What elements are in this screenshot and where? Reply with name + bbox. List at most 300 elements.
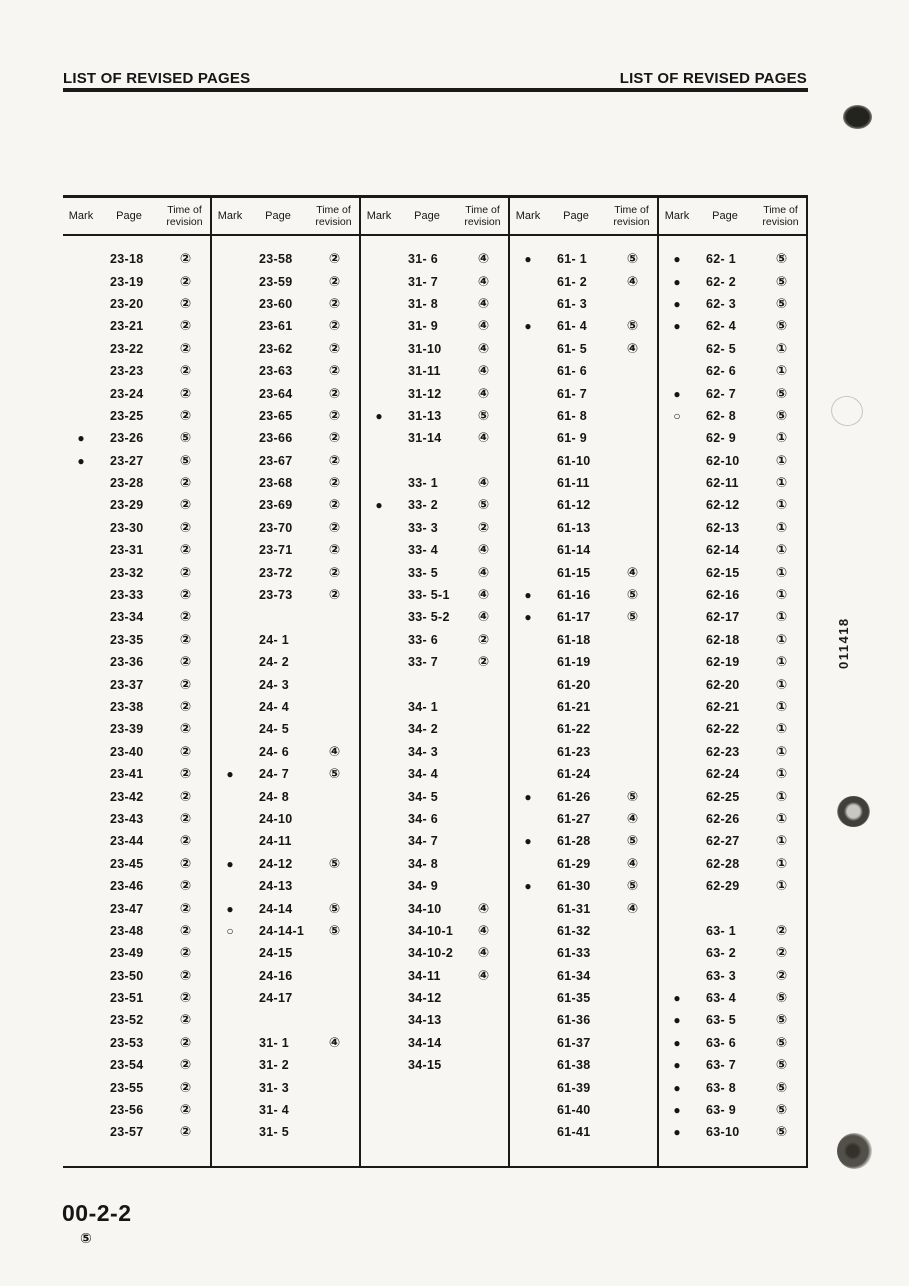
time-of-revision-cell: ① xyxy=(775,609,788,626)
table-row xyxy=(659,539,806,561)
table-row xyxy=(659,763,806,785)
page-number-cell: 24- 3 xyxy=(259,677,289,692)
page-number-cell: 63- 2 xyxy=(706,946,736,961)
page-number-cell: 34-10 xyxy=(408,901,442,916)
table-row xyxy=(212,517,359,539)
page-number-cell: 23-59 xyxy=(259,274,293,289)
time-of-revision-cell: ② xyxy=(179,407,192,424)
table-row xyxy=(63,987,210,1009)
page-number-cell: 23-50 xyxy=(110,968,144,983)
page-number-cell: 61-17 xyxy=(557,610,591,625)
margin-stamp-number: 011418 xyxy=(836,617,851,669)
table-row xyxy=(361,315,508,337)
page-number-cell: 61-36 xyxy=(557,1013,591,1028)
table-row xyxy=(63,450,210,472)
table-row xyxy=(212,270,359,292)
time-of-revision-cell: ⑤ xyxy=(626,878,639,895)
page-number-cell: 62- 2 xyxy=(706,274,736,289)
time-of-revision-cell: ⑤ xyxy=(626,251,639,268)
table-row-spacer xyxy=(212,1009,359,1031)
time-of-revision-cell: ② xyxy=(179,564,192,581)
revised-dot-mark: ● xyxy=(226,856,234,871)
page-number-cell: 61-33 xyxy=(557,946,591,961)
table-row xyxy=(510,741,657,763)
time-of-revision-cell: ② xyxy=(179,340,192,357)
table-row xyxy=(63,360,210,382)
table-row xyxy=(510,405,657,427)
column-header-time-of-revision-label: Time of revision xyxy=(464,203,501,228)
page-number-cell: 23-64 xyxy=(259,386,293,401)
table-row xyxy=(361,1054,508,1076)
page-number-cell: 23-27 xyxy=(110,453,144,468)
table-row xyxy=(63,785,210,807)
table-row xyxy=(361,830,508,852)
column-header-time-of-revision-label: Time of revision xyxy=(166,203,203,228)
page-number-cell: 62- 8 xyxy=(706,408,736,423)
time-of-revision-cell: ② xyxy=(179,609,192,626)
table-row xyxy=(510,517,657,539)
page-number-cell: 62-28 xyxy=(706,856,740,871)
time-of-revision-cell: ⑤ xyxy=(477,497,490,514)
page-number-cell: 23-65 xyxy=(259,408,293,423)
time-of-revision-cell: ① xyxy=(775,855,788,872)
time-of-revision-cell: ② xyxy=(328,587,341,604)
time-of-revision-cell: ⑤ xyxy=(328,900,341,917)
revised-dot-mark: ● xyxy=(524,789,532,804)
time-of-revision-cell: ④ xyxy=(477,430,490,447)
table-row xyxy=(659,741,806,763)
table-row xyxy=(63,293,210,315)
time-of-revision-cell: ⑤ xyxy=(775,1057,788,1074)
page-number-cell: 31- 2 xyxy=(259,1058,289,1073)
table-row xyxy=(63,965,210,987)
revised-dot-mark: ● xyxy=(673,1013,681,1028)
page-number-cell: 33- 2 xyxy=(408,498,438,513)
table-row xyxy=(361,293,508,315)
revised-dot-mark: ● xyxy=(524,610,532,625)
table-row xyxy=(361,248,508,270)
table-row xyxy=(510,875,657,897)
time-of-revision-cell: ② xyxy=(775,945,788,962)
page-number-cell: 31- 7 xyxy=(408,274,438,289)
table-row xyxy=(63,920,210,942)
page-number-cell: 23-69 xyxy=(259,498,293,513)
table-row xyxy=(510,1032,657,1054)
page-number-cell: 62-25 xyxy=(706,789,740,804)
page-number-cell: 62-14 xyxy=(706,543,740,558)
page-number-cell: 23-32 xyxy=(110,565,144,580)
page-number-cell: 23-26 xyxy=(110,431,144,446)
table-row xyxy=(659,1099,806,1121)
time-of-revision-cell: ② xyxy=(477,654,490,671)
table-row xyxy=(212,584,359,606)
page-number-cell: 23-18 xyxy=(110,252,144,267)
table-row xyxy=(212,539,359,561)
page-number-cell: 61-39 xyxy=(557,1080,591,1095)
page-number-cell: 24- 5 xyxy=(259,722,289,737)
ink-smudge-middle xyxy=(837,796,870,827)
page-number-cell: 63- 1 xyxy=(706,923,736,938)
table-row xyxy=(510,584,657,606)
table-row xyxy=(212,987,359,1009)
table-row xyxy=(510,942,657,964)
time-of-revision-cell: ② xyxy=(328,318,341,335)
table-row xyxy=(659,875,806,897)
page-number-cell: 63- 8 xyxy=(706,1080,736,1095)
table-column-1 xyxy=(63,198,212,1166)
page-number-cell: 33- 1 xyxy=(408,476,438,491)
time-of-revision-cell: ② xyxy=(328,430,341,447)
time-of-revision-cell: ④ xyxy=(477,475,490,492)
time-of-revision-cell: ② xyxy=(179,766,192,783)
revised-dot-mark: ● xyxy=(673,386,681,401)
table-row xyxy=(361,405,508,427)
added-circle-mark: ○ xyxy=(673,408,681,423)
page-number-cell: 23-28 xyxy=(110,476,144,491)
page-number-cell: 23-20 xyxy=(110,296,144,311)
page-number-cell: 24-12 xyxy=(259,856,293,871)
revised-dot-mark: ● xyxy=(77,431,85,446)
page-number-cell: 23-53 xyxy=(110,1035,144,1050)
time-of-revision-cell: ② xyxy=(179,788,192,805)
page-number-cell: 61-13 xyxy=(557,520,591,535)
table-row xyxy=(361,763,508,785)
page-number-cell: 61-10 xyxy=(557,453,591,468)
table-row xyxy=(510,1009,657,1031)
page-number-cell: 61-34 xyxy=(557,968,591,983)
page-number-cell: 62- 6 xyxy=(706,364,736,379)
title-rule xyxy=(63,88,808,92)
table-row xyxy=(659,293,806,315)
column-header-mark: Mark xyxy=(366,210,392,222)
time-of-revision-cell: ④ xyxy=(477,967,490,984)
time-of-revision-cell: ② xyxy=(328,340,341,357)
column-header-mark: Mark xyxy=(68,210,94,222)
page-number-cell: 61-37 xyxy=(557,1035,591,1050)
page-number-cell: 23-67 xyxy=(259,453,293,468)
table-column-2 xyxy=(212,198,361,1166)
table-row xyxy=(212,853,359,875)
revised-dot-mark: ● xyxy=(375,498,383,513)
page-title-right: LIST OF REVISED PAGES xyxy=(619,70,807,87)
time-of-revision-cell: ④ xyxy=(477,587,490,604)
page-number-cell: 23-55 xyxy=(110,1080,144,1095)
page-number-cell: 31- 8 xyxy=(408,296,438,311)
page-number-cell: 62-21 xyxy=(706,700,740,714)
page-number-cell: 61- 7 xyxy=(557,386,587,401)
table-row xyxy=(63,517,210,539)
page-number-cell: 63- 3 xyxy=(706,968,736,983)
time-of-revision-cell: ② xyxy=(477,631,490,648)
revised-dot-mark: ● xyxy=(673,991,681,1006)
time-of-revision-cell: ④ xyxy=(477,900,490,917)
time-of-revision-cell: ⑤ xyxy=(626,609,639,626)
time-of-revision-cell: ② xyxy=(179,1057,192,1074)
table-row xyxy=(212,629,359,651)
table-row xyxy=(63,606,210,628)
table-row xyxy=(63,561,210,583)
revised-pages-table xyxy=(63,195,808,1168)
table-row xyxy=(659,853,806,875)
table-row xyxy=(63,1076,210,1098)
table-row xyxy=(212,405,359,427)
page-number-cell: 61- 4 xyxy=(557,319,587,334)
page-number-cell: 61-19 xyxy=(557,655,591,670)
table-row xyxy=(361,696,508,718)
table-row xyxy=(659,629,806,651)
page-number-cell: 23-38 xyxy=(110,700,144,714)
footer-revision-mark: ⑤ xyxy=(80,1231,92,1247)
table-row xyxy=(659,1076,806,1098)
table-column-header-row xyxy=(63,198,210,236)
time-of-revision-cell: ① xyxy=(775,654,788,671)
table-row xyxy=(361,360,508,382)
table-column-header-row xyxy=(212,198,359,236)
page-number-cell: 24-14-1 xyxy=(259,923,305,938)
table-row xyxy=(212,1032,359,1054)
page-number-cell: 34- 5 xyxy=(408,789,438,804)
table-row xyxy=(361,741,508,763)
table-row xyxy=(659,338,806,360)
time-of-revision-cell: ④ xyxy=(477,922,490,939)
page-number-cell: 23-58 xyxy=(259,252,293,267)
time-of-revision-cell: ① xyxy=(775,587,788,604)
time-of-revision-cell: ④ xyxy=(626,900,639,917)
time-of-revision-cell: ④ xyxy=(328,1034,341,1051)
revised-dot-mark: ● xyxy=(673,1035,681,1050)
time-of-revision-cell: ① xyxy=(775,475,788,492)
time-of-revision-cell: ① xyxy=(775,833,788,850)
table-row xyxy=(63,853,210,875)
page-number-cell: 61-32 xyxy=(557,923,591,938)
page-number-cell: 23-42 xyxy=(110,789,144,804)
table-row xyxy=(63,875,210,897)
table-row xyxy=(63,897,210,919)
page-number-cell: 24-11 xyxy=(259,834,292,849)
table-row xyxy=(361,808,508,830)
table-row xyxy=(361,853,508,875)
table-row xyxy=(659,673,806,695)
page-number-cell: 62-12 xyxy=(706,498,740,513)
table-row xyxy=(212,427,359,449)
table-row xyxy=(659,1121,806,1143)
page-number-cell: 61-18 xyxy=(557,632,591,647)
page-number-cell: 24- 1 xyxy=(259,632,289,647)
table-row xyxy=(659,830,806,852)
page-number-cell: 31-14 xyxy=(408,431,442,446)
time-of-revision-cell: ② xyxy=(179,945,192,962)
table-row xyxy=(63,808,210,830)
time-of-revision-cell: ② xyxy=(775,922,788,939)
time-of-revision-cell: ④ xyxy=(328,743,341,760)
revised-dot-mark: ● xyxy=(673,1080,681,1095)
table-row xyxy=(63,248,210,270)
page-number-cell: 31-13 xyxy=(408,408,442,423)
table-row xyxy=(659,472,806,494)
page-number-cell: 61-22 xyxy=(557,722,591,737)
table-row xyxy=(510,629,657,651)
table-row xyxy=(212,897,359,919)
time-of-revision-cell: ④ xyxy=(477,273,490,290)
page-number-cell: 23-25 xyxy=(110,408,144,423)
page-number-cell: 62-20 xyxy=(706,677,740,692)
table-row xyxy=(510,718,657,740)
time-of-revision-cell: ② xyxy=(179,318,192,335)
time-of-revision-cell: ② xyxy=(179,855,192,872)
page-number-cell: 34-14 xyxy=(408,1035,442,1050)
table-row xyxy=(212,293,359,315)
time-of-revision-cell: ⑤ xyxy=(775,407,788,424)
time-of-revision-cell: ② xyxy=(179,721,192,738)
time-of-revision-cell: ② xyxy=(179,990,192,1007)
page-number-cell: 23-52 xyxy=(110,1013,144,1028)
page-number-cell: 23-24 xyxy=(110,386,144,401)
page-number-cell: 23-43 xyxy=(110,811,144,826)
page-number-cell: 34- 9 xyxy=(408,879,438,894)
page-number-cell: 31- 9 xyxy=(408,319,438,334)
table-row xyxy=(212,696,359,718)
table-row xyxy=(510,1076,657,1098)
table-row xyxy=(63,673,210,695)
table-row xyxy=(212,360,359,382)
table-row xyxy=(212,741,359,763)
column-header-page: Page xyxy=(712,210,738,222)
time-of-revision-cell: ① xyxy=(775,497,788,514)
table-row xyxy=(63,539,210,561)
table-row xyxy=(63,584,210,606)
page-number-cell: 33- 5-1 xyxy=(408,588,450,603)
page-number-cell: 31-10 xyxy=(408,341,442,356)
page-number-cell: 62- 7 xyxy=(706,386,736,401)
page-number-cell: 34- 7 xyxy=(408,834,438,849)
table-row xyxy=(212,808,359,830)
column-header-page: Page xyxy=(563,210,589,222)
table-row xyxy=(510,1121,657,1143)
table-row xyxy=(659,808,806,830)
table-row xyxy=(212,673,359,695)
page-number-cell: 33- 4 xyxy=(408,543,438,558)
page-number-cell: 61-41 xyxy=(557,1125,591,1140)
time-of-revision-cell: ② xyxy=(179,676,192,693)
table-row-spacer xyxy=(361,450,508,472)
table-row xyxy=(63,1009,210,1031)
time-of-revision-cell: ① xyxy=(775,631,788,648)
table-row xyxy=(63,830,210,852)
table-row xyxy=(63,718,210,740)
table-row xyxy=(63,494,210,516)
table-row xyxy=(212,763,359,785)
footer-page-number: 00-2-2 xyxy=(62,1200,132,1226)
table-row xyxy=(361,987,508,1009)
revised-dot-mark: ● xyxy=(226,767,234,782)
table-row-spacer xyxy=(659,897,806,919)
time-of-revision-cell: ② xyxy=(179,654,192,671)
time-of-revision-cell: ⑤ xyxy=(328,922,341,939)
table-row xyxy=(510,293,657,315)
page-number-cell: 23-33 xyxy=(110,588,144,603)
page-number-cell: 23-68 xyxy=(259,476,293,491)
page-number-cell: 23-44 xyxy=(110,834,144,849)
page-number-cell: 61-38 xyxy=(557,1058,591,1073)
table-row xyxy=(659,427,806,449)
time-of-revision-cell: ② xyxy=(328,273,341,290)
time-of-revision-cell: ⑤ xyxy=(328,766,341,783)
page-number-cell: 61-26 xyxy=(557,789,591,804)
column-header-time-of-revision-label: Time of revision xyxy=(315,203,352,228)
table-row xyxy=(659,1009,806,1031)
time-of-revision-cell: ② xyxy=(179,922,192,939)
table-row xyxy=(510,248,657,270)
time-of-revision-cell: ② xyxy=(179,810,192,827)
table-row xyxy=(361,897,508,919)
revised-dot-mark: ● xyxy=(524,879,532,894)
column-header-mark: Mark xyxy=(217,210,243,222)
page-number-cell: 62- 3 xyxy=(706,296,736,311)
page-number-cell: 24-16 xyxy=(259,968,293,983)
table-column-body xyxy=(212,236,359,1144)
page-number-cell: 61- 2 xyxy=(557,274,587,289)
time-of-revision-cell: ② xyxy=(179,363,192,380)
page-number-cell: 31- 4 xyxy=(259,1103,289,1118)
page-number-cell: 23-60 xyxy=(259,296,293,311)
page-number-cell: 23-70 xyxy=(259,520,293,535)
table-column-body xyxy=(63,236,210,1144)
table-row xyxy=(212,248,359,270)
table-row xyxy=(63,472,210,494)
time-of-revision-cell: ④ xyxy=(477,945,490,962)
time-of-revision-cell: ⑤ xyxy=(775,385,788,402)
column-header-mark: Mark xyxy=(515,210,541,222)
time-of-revision-cell: ④ xyxy=(477,564,490,581)
time-of-revision-cell: ④ xyxy=(477,251,490,268)
table-column-5 xyxy=(659,198,808,1166)
table-row xyxy=(361,584,508,606)
page-number-cell: 61-24 xyxy=(557,767,591,782)
time-of-revision-cell: ⑤ xyxy=(626,788,639,805)
page-number-cell: 23-37 xyxy=(110,677,144,692)
page-number-cell: 31- 3 xyxy=(259,1080,289,1095)
revised-dot-mark: ● xyxy=(524,588,532,603)
page-number-cell: 23-19 xyxy=(110,274,144,289)
time-of-revision-cell: ① xyxy=(775,363,788,380)
table-row xyxy=(63,338,210,360)
table-row xyxy=(63,696,210,718)
table-row xyxy=(659,315,806,337)
table-column-header-row xyxy=(510,198,657,236)
page-number-cell: 23-57 xyxy=(110,1125,144,1140)
table-row xyxy=(510,315,657,337)
table-row xyxy=(212,382,359,404)
table-row xyxy=(510,808,657,830)
time-of-revision-cell: ⑤ xyxy=(775,318,788,335)
column-header-page: Page xyxy=(265,210,291,222)
page-number-cell: 34-12 xyxy=(408,991,442,1006)
table-row xyxy=(510,763,657,785)
page-number-cell: 24- 8 xyxy=(259,789,289,804)
page-number-cell: 24- 2 xyxy=(259,655,289,670)
table-row xyxy=(659,1054,806,1076)
time-of-revision-cell: ① xyxy=(775,452,788,469)
table-column-body xyxy=(659,236,806,1144)
page-number-cell: 63-10 xyxy=(706,1125,740,1140)
page-number-cell: 24- 7 xyxy=(259,767,289,782)
page-number-cell: 23-21 xyxy=(110,319,144,334)
column-header-mark: Mark xyxy=(664,210,690,222)
page-number-cell: 62-29 xyxy=(706,879,740,894)
time-of-revision-cell: ⑤ xyxy=(775,1034,788,1051)
page-number-cell: 24- 4 xyxy=(259,700,289,714)
table-row xyxy=(361,382,508,404)
